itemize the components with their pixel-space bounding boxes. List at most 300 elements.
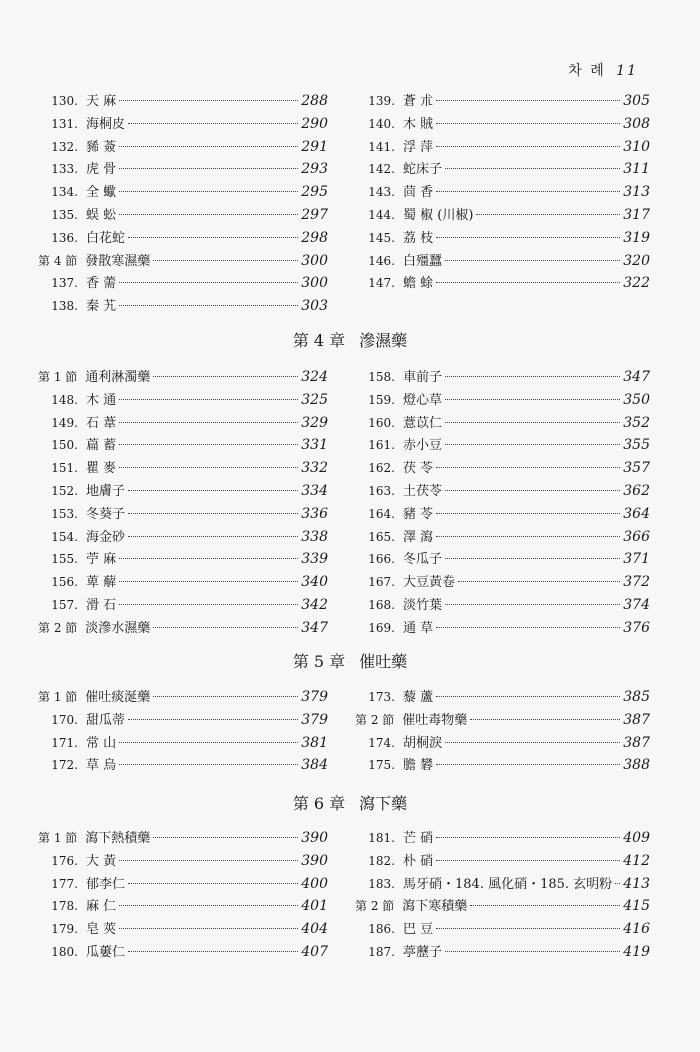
entry-name: 冬瓜子 <box>403 552 443 568</box>
entry-number: 177. <box>51 876 78 891</box>
section-title: 淡滲水濕藥 <box>85 620 151 636</box>
toc-entry <box>355 457 650 479</box>
entry-number: 149. <box>51 415 78 430</box>
entry-number: 178. <box>51 899 78 914</box>
entry-name: 木 賊 <box>403 116 434 132</box>
entry-number: 172. <box>51 758 78 773</box>
toc-entry <box>38 136 328 158</box>
dot-leader <box>119 191 298 192</box>
entry-name: 浮 萍 <box>403 139 434 155</box>
dot-leader <box>119 467 298 468</box>
dot-leader <box>470 719 620 720</box>
entry-name: 蛇床子 <box>403 162 443 178</box>
entry-name: 苧 麻 <box>86 552 117 568</box>
entry-number: 183. <box>368 876 395 891</box>
entry-page-number: 415 <box>623 898 650 915</box>
entry-page-number: 311 <box>623 161 650 178</box>
entry-name: 朴 硝 <box>403 853 434 869</box>
toc-entry <box>355 827 650 849</box>
entry-number: 151. <box>51 461 78 476</box>
dot-leader <box>119 928 298 929</box>
section-label: 第 2 節 <box>355 712 395 727</box>
dot-leader <box>153 696 298 697</box>
entry-name: 胡桐淚 <box>403 735 443 751</box>
entry-page-number: 390 <box>301 852 328 869</box>
entry-number: 147. <box>368 276 395 291</box>
chapter-number: 第 4 章 <box>292 331 346 350</box>
entry-page-number: 310 <box>623 138 650 155</box>
dot-leader <box>436 837 620 838</box>
entry-page-number: 295 <box>301 184 328 201</box>
entry-name: 常 山 <box>86 735 117 751</box>
entry-page-number: 374 <box>623 597 650 613</box>
toc-entry <box>38 204 328 226</box>
toc-entry <box>38 227 328 249</box>
entry-page-number: 376 <box>623 619 650 636</box>
entry-number: 155. <box>51 552 78 567</box>
dot-leader <box>436 123 620 124</box>
entry-name: 萆 薢 <box>86 575 117 591</box>
dot-leader <box>470 905 620 906</box>
entry-page-number: 371 <box>623 551 650 568</box>
dot-leader <box>119 742 298 743</box>
entry-number: 146. <box>368 253 395 268</box>
entry-name: 澤 瀉 <box>403 529 434 545</box>
dot-leader <box>128 123 298 124</box>
entry-name: 滑 石 <box>86 598 117 613</box>
entry-name: 膽 礬 <box>403 758 434 774</box>
entry-page-number: 334 <box>301 483 328 499</box>
toc-entry <box>355 548 650 570</box>
entry-page-number: 416 <box>623 921 650 938</box>
toc-entry <box>38 594 328 616</box>
entry-page-number: 331 <box>301 437 328 454</box>
toc-entry <box>38 503 328 525</box>
entry-number: 141. <box>368 139 395 154</box>
entry-name: 巴 豆 <box>403 922 434 938</box>
dot-leader <box>445 376 620 377</box>
toc-entry <box>355 850 650 872</box>
entry-number: 134. <box>51 185 78 200</box>
entry-page-number: 320 <box>623 252 650 269</box>
entry-number: 176. <box>51 853 78 868</box>
toc-entry <box>355 366 650 388</box>
entry-name: 瓜蔞仁 <box>86 945 126 960</box>
entry-page-number: 322 <box>623 275 650 292</box>
entry-page-number: 387 <box>623 734 650 751</box>
entry-name: 天 麻 <box>86 94 117 109</box>
entry-number: 169. <box>368 620 395 635</box>
toc-entry <box>355 250 650 272</box>
toc-entry <box>355 918 650 940</box>
section-label: 第 4 節 <box>38 253 78 268</box>
toc-entry <box>38 158 328 180</box>
chapter-heading <box>0 792 700 816</box>
toc-entry <box>355 412 650 434</box>
section-entry <box>38 617 328 639</box>
entry-number: 171. <box>51 735 78 750</box>
toc-entry <box>38 850 328 872</box>
toc-entry <box>355 204 650 226</box>
entry-name: 蜀 椒 (川椒) <box>403 208 474 223</box>
toc-entry <box>38 295 328 317</box>
dot-leader <box>445 399 620 400</box>
dot-leader <box>436 282 620 283</box>
entry-number: 163. <box>368 484 395 498</box>
section-entry <box>355 709 650 731</box>
dot-leader <box>119 905 298 906</box>
entry-number: 175. <box>368 758 395 773</box>
dot-leader <box>445 951 620 952</box>
entry-name: 赤小豆 <box>403 438 443 454</box>
entry-name: 木 通 <box>86 392 117 408</box>
entry-number: 170. <box>51 712 78 727</box>
entry-name: 海金砂 <box>86 529 126 545</box>
section-title: 通利淋濁藥 <box>85 370 151 385</box>
toc-entry <box>38 480 328 502</box>
entry-page-number: 293 <box>301 161 328 178</box>
entry-page-number: 366 <box>623 528 650 545</box>
entry-page-number: 300 <box>301 275 328 292</box>
toc-entry <box>355 158 650 180</box>
entry-page-number: 388 <box>623 757 650 774</box>
entry-name: 郁李仁 <box>86 876 126 892</box>
toc-entry <box>38 389 328 411</box>
entry-number: 173. <box>368 690 395 704</box>
entry-name: 白殭蠶 <box>403 253 443 269</box>
entry-page-number: 325 <box>301 391 328 408</box>
entry-page-number: 385 <box>623 689 650 705</box>
dot-leader <box>445 604 620 605</box>
entry-name: 荔 枝 <box>403 230 434 246</box>
section-title: 催吐痰涎藥 <box>85 690 151 705</box>
entry-number: 145. <box>368 230 395 245</box>
section-title: 發散寒濕藥 <box>85 253 151 269</box>
entry-number: 138. <box>51 299 78 314</box>
entry-page-number: 390 <box>301 830 328 846</box>
dot-leader <box>119 581 298 582</box>
toc-entry <box>38 732 328 754</box>
toc-entry <box>355 754 650 776</box>
entry-page-number: 308 <box>623 115 650 132</box>
toc-entry <box>38 272 328 294</box>
section-entry <box>38 686 328 708</box>
entry-page-number: 339 <box>301 551 328 568</box>
entry-number: 136. <box>51 230 78 245</box>
entry-page-number: 350 <box>623 391 650 408</box>
entry-name: 蟾 蜍 <box>403 276 434 292</box>
dot-leader <box>128 536 298 537</box>
toc-entry <box>38 709 328 731</box>
toc-entry <box>38 548 328 570</box>
entry-name: 皂 莢 <box>86 922 117 938</box>
entry-number: 150. <box>51 438 78 453</box>
page-number: 11 <box>616 63 638 79</box>
dot-leader <box>436 467 620 468</box>
toc-entry <box>38 754 328 776</box>
entry-page-number: 413 <box>623 875 650 892</box>
dot-leader <box>119 422 298 423</box>
entry-name: 芒 硝 <box>403 831 434 846</box>
dot-leader <box>153 260 298 261</box>
entry-page-number: 297 <box>301 207 328 223</box>
dot-leader <box>119 604 298 605</box>
entry-page-number: 319 <box>623 229 650 246</box>
entry-number: 168. <box>368 598 395 612</box>
entry-number: 161. <box>368 438 395 453</box>
toc-entry <box>38 895 328 917</box>
entry-number: 167. <box>368 575 395 590</box>
dot-leader <box>615 883 620 884</box>
entry-number: 160. <box>368 415 395 430</box>
section-entry <box>355 895 650 917</box>
dot-leader <box>153 627 298 628</box>
entry-name: 馬牙硝・184. 風化硝・185. 玄明粉 <box>403 876 613 892</box>
dot-leader <box>119 305 298 306</box>
toc-entry <box>38 918 328 940</box>
entry-name: 冬葵子 <box>86 506 126 522</box>
section-title: 瀉下寒積藥 <box>402 899 468 915</box>
entry-page-number: 379 <box>301 711 328 728</box>
toc-entry <box>38 113 328 135</box>
entry-page-number: 372 <box>623 574 650 591</box>
entry-name: 全 蠍 <box>86 185 117 201</box>
dot-leader <box>128 883 298 884</box>
section-label: 第 1 節 <box>38 831 78 845</box>
entry-number: 140. <box>368 116 395 131</box>
entry-page-number: 342 <box>301 597 328 613</box>
dot-leader <box>436 860 620 861</box>
chapter-number: 第 5 章 <box>292 652 346 671</box>
section-entry <box>38 827 328 849</box>
dot-leader <box>119 764 298 765</box>
entry-page-number: 290 <box>301 115 328 132</box>
dot-leader <box>445 490 620 491</box>
chapter-title: 瀉下藥 <box>359 794 408 813</box>
entry-page-number: 340 <box>301 574 328 591</box>
entry-page-number: 379 <box>301 689 328 705</box>
chapter-heading <box>0 329 700 353</box>
dot-leader <box>445 444 620 445</box>
entry-name: 車前子 <box>403 370 443 385</box>
entry-name: 地膚子 <box>86 484 126 499</box>
dot-leader <box>119 558 298 559</box>
entry-page-number: 419 <box>623 944 650 960</box>
entry-name: 石 葦 <box>86 415 117 431</box>
entry-number: 164. <box>368 506 395 521</box>
toc-entry <box>38 571 328 593</box>
entry-name: 虎 骨 <box>86 162 117 178</box>
entry-page-number: 355 <box>623 437 650 454</box>
toc-entry <box>355 181 650 203</box>
toc-entry <box>38 457 328 479</box>
dot-leader <box>119 444 298 445</box>
toc-entry <box>355 617 650 639</box>
entry-page-number: 362 <box>623 483 650 499</box>
dot-leader <box>436 627 620 628</box>
dot-leader <box>436 100 620 101</box>
dot-leader <box>128 951 298 952</box>
running-header <box>568 60 638 80</box>
entry-number: 137. <box>51 276 78 291</box>
entry-number: 132. <box>51 139 78 154</box>
entry-page-number: 347 <box>301 619 328 636</box>
toc-entry <box>355 434 650 456</box>
dot-leader <box>128 513 298 514</box>
entry-page-number: 407 <box>301 944 328 960</box>
toc-entry <box>38 412 328 434</box>
entry-name: 麻 仁 <box>86 899 117 915</box>
entry-number: 162. <box>368 461 395 476</box>
entry-number: 131. <box>51 116 78 131</box>
entry-number: 158. <box>368 370 395 384</box>
entry-page-number: 303 <box>301 298 328 315</box>
dot-leader <box>128 719 298 720</box>
dot-leader <box>436 513 620 514</box>
dot-leader <box>436 764 620 765</box>
toc-entry <box>355 480 650 502</box>
entry-name: 香 薷 <box>86 276 117 292</box>
entry-page-number: 400 <box>301 875 328 892</box>
entry-number: 154. <box>51 529 78 544</box>
entry-number: 159. <box>368 392 395 407</box>
entry-page-number: 324 <box>301 369 328 385</box>
section-entry <box>38 366 328 388</box>
entry-page-number: 305 <box>623 93 650 109</box>
section-label: 第 2 節 <box>355 899 395 914</box>
entry-name: 豬 苓 <box>403 506 434 522</box>
entry-page-number: 381 <box>301 734 328 751</box>
entry-number: 180. <box>51 945 78 959</box>
entry-name: 白花蛇 <box>86 230 126 246</box>
entry-page-number: 291 <box>301 138 328 155</box>
dot-leader <box>119 282 298 283</box>
toc-entry <box>38 90 328 112</box>
entry-name: 大 黃 <box>86 853 117 869</box>
dot-leader <box>128 237 298 238</box>
toc-entry <box>38 873 328 895</box>
entry-page-number: 387 <box>623 711 650 728</box>
entry-page-number: 288 <box>301 93 328 109</box>
entry-number: 144. <box>368 208 395 222</box>
toc-entry <box>355 136 650 158</box>
header-label: 차 례 <box>568 63 606 79</box>
entry-name: 大豆黃卷 <box>403 575 456 591</box>
entry-name: 瞿 麥 <box>86 461 117 477</box>
entry-name: 秦 艽 <box>86 299 117 315</box>
entry-name: 蜈 蚣 <box>86 208 117 223</box>
entry-number: 133. <box>51 162 78 177</box>
entry-number: 179. <box>51 922 78 937</box>
entry-page-number: 352 <box>623 414 650 431</box>
chapter-number: 第 6 章 <box>292 794 346 813</box>
section-title: 催吐毒物藥 <box>402 712 468 728</box>
entry-page-number: 409 <box>623 830 650 846</box>
entry-number: 157. <box>51 598 78 612</box>
entry-name: 蒼 朮 <box>403 94 434 109</box>
dot-leader <box>436 536 620 537</box>
dot-leader <box>153 376 298 377</box>
section-entry <box>38 250 328 272</box>
entry-name: 土茯苓 <box>403 484 443 499</box>
entry-page-number: 404 <box>301 921 328 938</box>
entry-number: 156. <box>51 575 78 590</box>
dot-leader <box>445 260 620 261</box>
toc-entry <box>355 941 650 963</box>
entry-page-number: 338 <box>301 528 328 545</box>
section-label: 第 1 節 <box>38 690 78 704</box>
dot-leader <box>436 146 620 147</box>
dot-leader <box>458 581 620 582</box>
entry-page-number: 313 <box>623 184 650 201</box>
dot-leader <box>128 490 298 491</box>
dot-leader <box>445 742 620 743</box>
entry-page-number: 336 <box>301 505 328 522</box>
entry-name: 藜 蘆 <box>403 690 434 705</box>
entry-name: 草 烏 <box>86 758 117 774</box>
dot-leader <box>153 837 298 838</box>
toc-entry <box>355 272 650 294</box>
entry-name: 豨 薟 <box>86 139 117 155</box>
entry-number: 174. <box>368 735 395 750</box>
chapter-title: 催吐藥 <box>359 652 408 671</box>
dot-leader <box>436 696 620 697</box>
entry-number: 187. <box>368 945 395 959</box>
entry-number: 181. <box>368 831 395 845</box>
entry-number: 130. <box>51 94 78 108</box>
section-label: 第 1 節 <box>38 370 78 384</box>
entry-name: 通 草 <box>403 620 434 636</box>
entry-number: 166. <box>368 552 395 567</box>
toc-entry <box>355 571 650 593</box>
entry-number: 143. <box>368 185 395 200</box>
chapter-heading <box>0 650 700 674</box>
toc-entry <box>355 686 650 708</box>
entry-page-number: 332 <box>301 460 328 477</box>
dot-leader <box>119 146 298 147</box>
entry-page-number: 384 <box>301 757 328 774</box>
entry-name: 葶藶子 <box>403 945 443 960</box>
entry-number: 186. <box>368 922 395 937</box>
entry-page-number: 412 <box>623 852 650 869</box>
dot-leader <box>119 860 298 861</box>
entry-name: 萹 蓄 <box>86 438 117 454</box>
section-title: 瀉下熱積藥 <box>85 831 151 846</box>
entry-name: 薏苡仁 <box>403 415 443 431</box>
dot-leader <box>445 558 620 559</box>
toc-entry <box>38 434 328 456</box>
entry-name: 茯 苓 <box>403 461 434 477</box>
dot-leader <box>119 399 298 400</box>
entry-number: 152. <box>51 484 78 498</box>
dot-leader <box>119 214 298 215</box>
entry-number: 153. <box>51 506 78 521</box>
entry-number: 135. <box>51 208 78 222</box>
entry-number: 142. <box>368 162 395 177</box>
toc-entry <box>355 503 650 525</box>
entry-page-number: 329 <box>301 414 328 431</box>
entry-page-number: 357 <box>623 460 650 477</box>
entry-number: 182. <box>368 853 395 868</box>
toc-entry <box>355 389 650 411</box>
dot-leader <box>476 214 620 215</box>
toc-entry <box>38 526 328 548</box>
toc-entry <box>38 181 328 203</box>
dot-leader <box>119 168 298 169</box>
entry-number: 165. <box>368 529 395 544</box>
dot-leader <box>445 168 620 169</box>
entry-page-number: 364 <box>623 505 650 522</box>
